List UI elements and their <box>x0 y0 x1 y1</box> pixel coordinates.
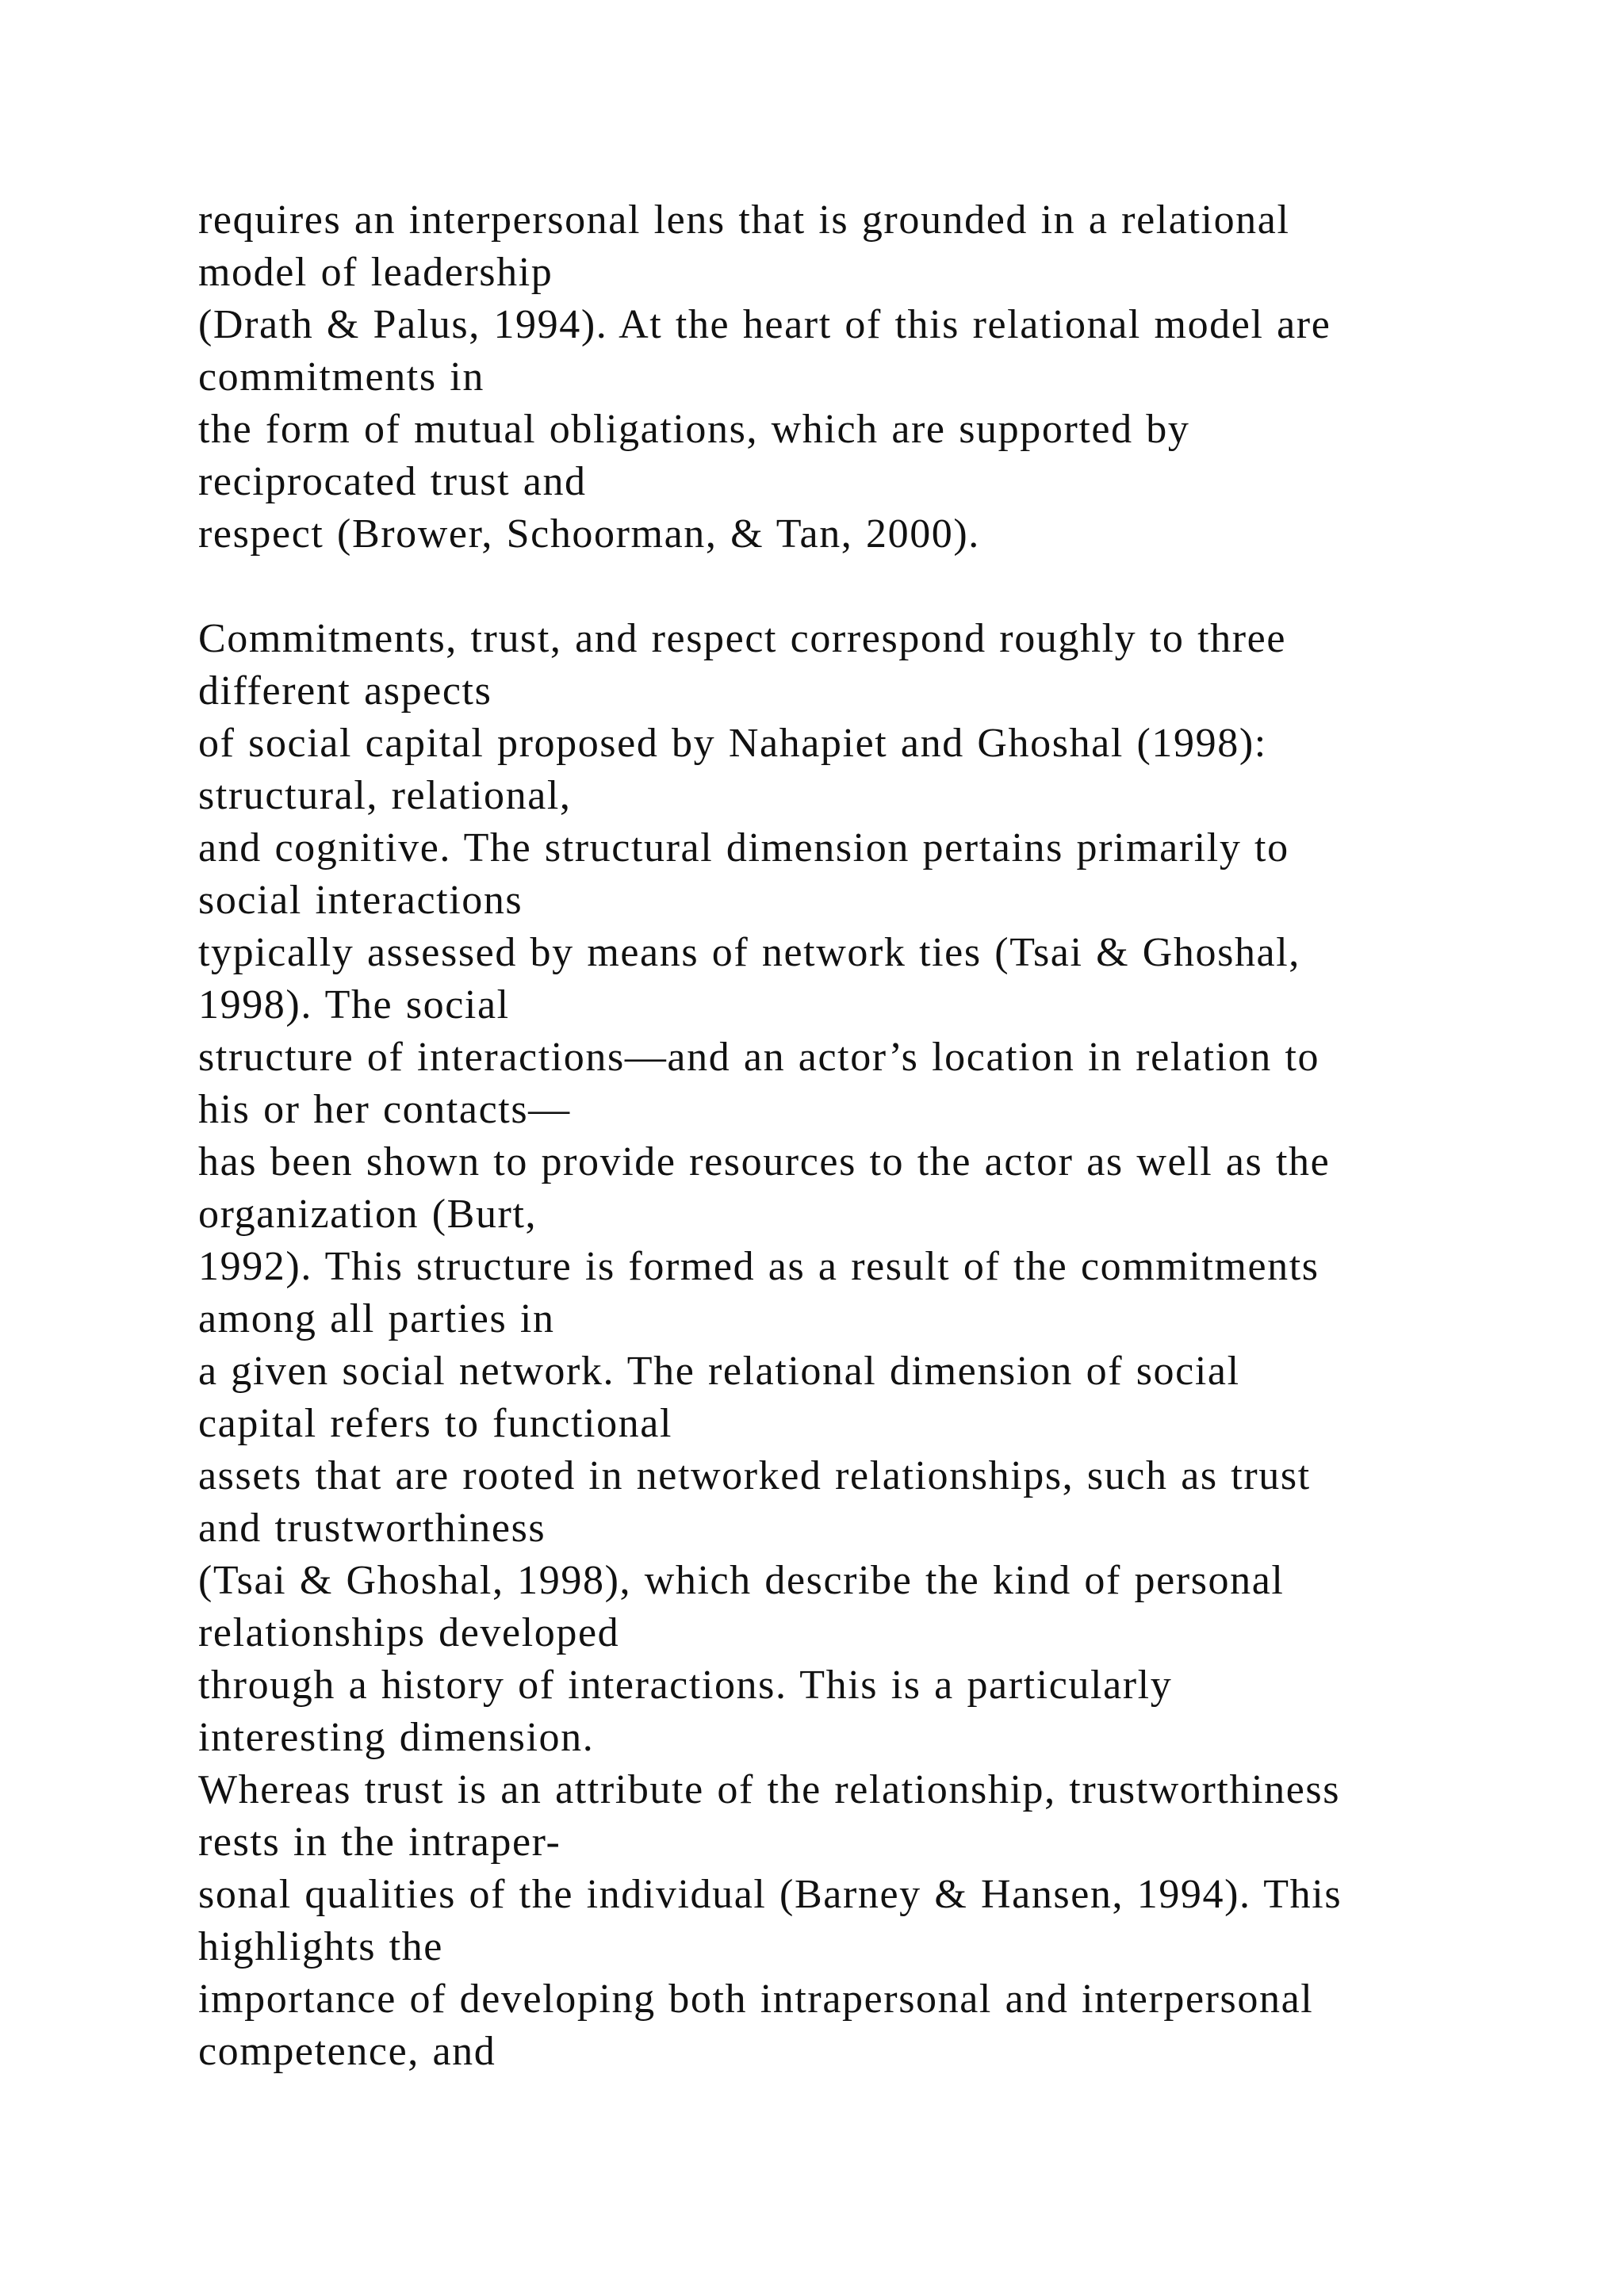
text-line: typically assessed by means of network ties (Tsai & Ghoshal, <box>198 930 1300 975</box>
text-line: highlights the <box>198 1924 443 1969</box>
text-line: interesting dimension. <box>198 1715 595 1760</box>
text-line: Commitments, trust, and respect correspond roughly to three <box>198 616 1287 661</box>
paragraph-2 <box>198 613 1546 2078</box>
text-line: commitments in <box>198 354 485 400</box>
text-line: model of leadership <box>198 250 553 295</box>
text-line: his or her contacts— <box>198 1087 571 1132</box>
text-line: respect (Brower, Schoorman, & Tan, 2000). <box>198 511 980 557</box>
text-line: assets that are rooted in networked relationships, such as trust <box>198 1453 1311 1498</box>
text-line: and trustworthiness <box>198 1506 546 1551</box>
text-line: social interactions <box>198 878 523 923</box>
paragraph-1 <box>198 194 1546 561</box>
text-line: 1992). This structure is formed as a result of the commitments <box>198 1244 1320 1289</box>
text-line: and cognitive. The structural dimension pertains primarily to <box>198 825 1289 871</box>
text-line: requires an interpersonal lens that is grounded in a relational <box>198 197 1290 243</box>
text-line: through a history of interactions. This is a particularly <box>198 1663 1173 1708</box>
text-line: importance of developing both intrapersonal and interpersonal <box>198 1976 1314 2022</box>
text-line: a given social network. The relational dimension of social <box>198 1349 1240 1394</box>
document-body <box>198 194 1546 2078</box>
text-line: reciprocated trust and <box>198 459 587 504</box>
text-line: Whereas trust is an attribute of the relationship, trustworthiness <box>198 1767 1341 1812</box>
text-line: the form of mutual obligations, which are supported by <box>198 407 1190 452</box>
text-line: (Tsai & Ghoshal, 1998), which describe the kind of personal <box>198 1558 1285 1603</box>
text-line: rests in the intraper- <box>198 1820 561 1865</box>
paragraph-break <box>198 561 1546 613</box>
text-line: structural, relational, <box>198 773 572 818</box>
text-line: competence, and <box>198 2029 496 2074</box>
text-line: relationships developed <box>198 1610 620 1655</box>
text-line: different aspects <box>198 668 492 714</box>
text-line: capital refers to functional <box>198 1401 672 1446</box>
text-line: (Drath & Palus, 1994). At the heart of this relational model are <box>198 302 1331 347</box>
text-line: structure of interactions—and an actor’s location in relation to <box>198 1035 1320 1080</box>
text-line: of social capital proposed by Nahapiet and Ghoshal (1998): <box>198 721 1267 766</box>
text-line: sonal qualities of the individual (Barney & Hansen, 1994). This <box>198 1872 1342 1917</box>
text-line: 1998). The social <box>198 982 510 1027</box>
text-line: has been shown to provide resources to the actor as well as the <box>198 1139 1331 1184</box>
text-line: among all parties in <box>198 1296 555 1341</box>
text-line: organization (Burt, <box>198 1192 538 1237</box>
